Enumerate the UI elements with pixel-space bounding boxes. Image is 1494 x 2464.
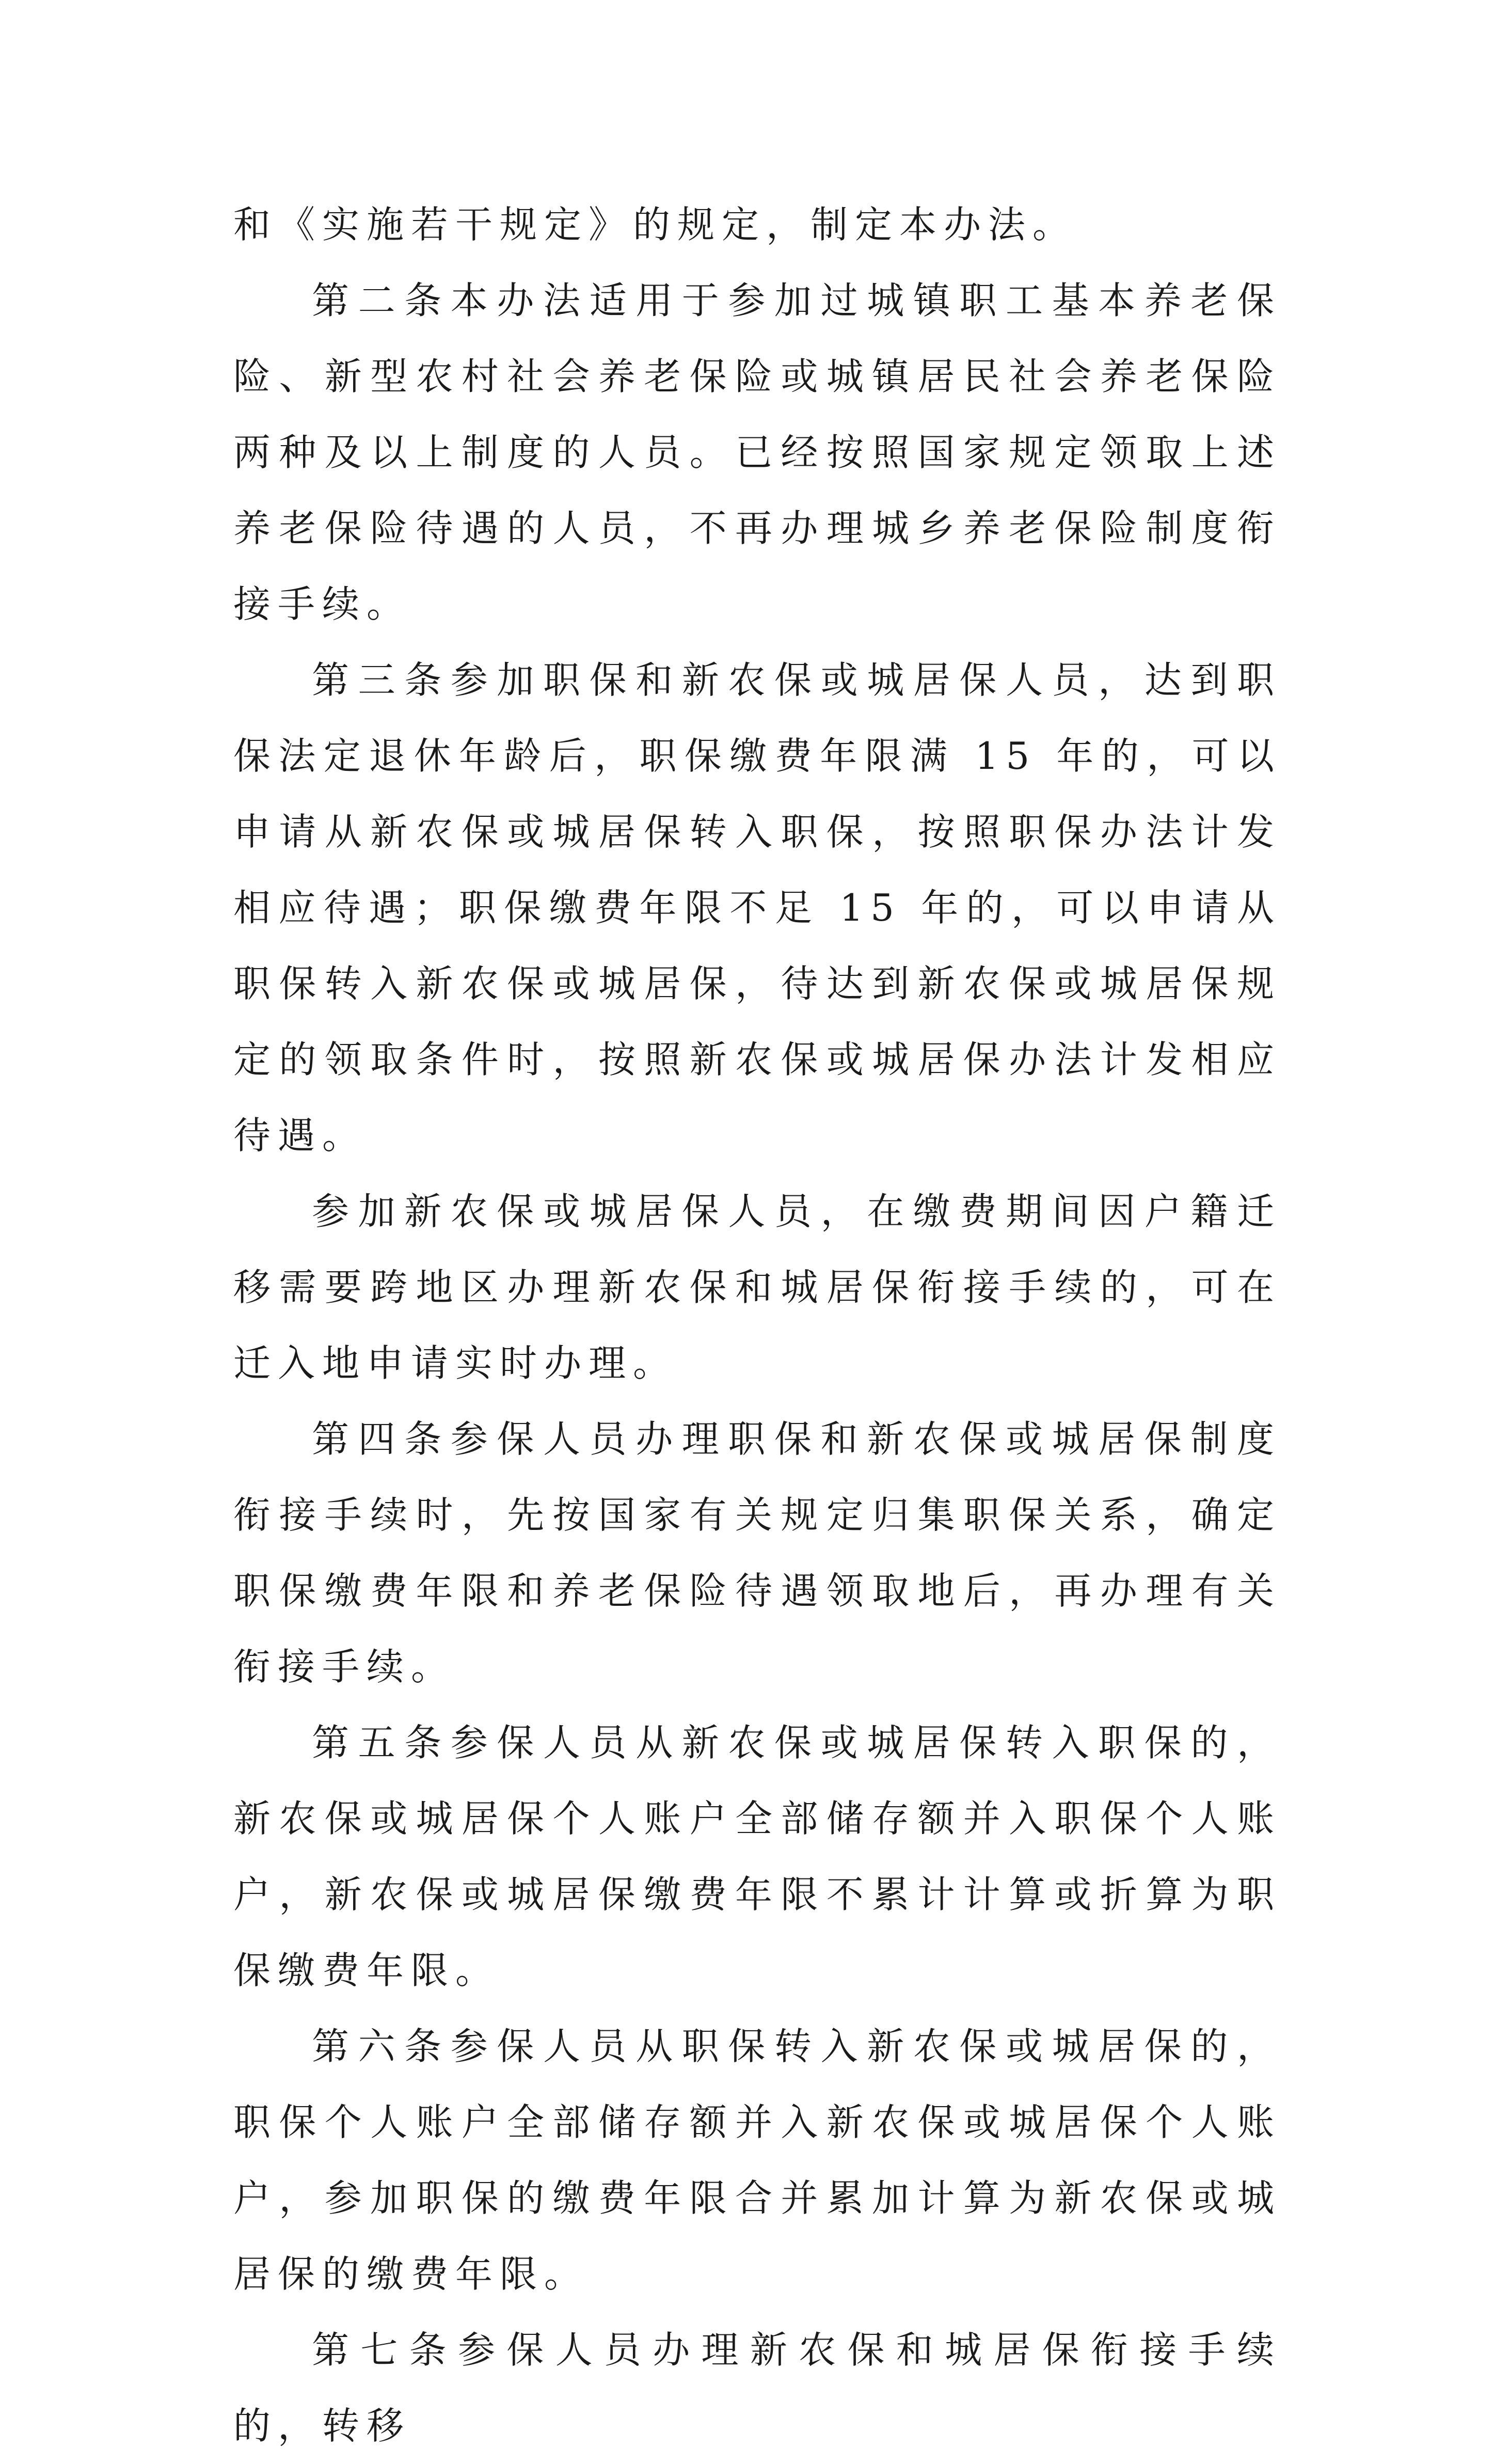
paragraph-article-2: 第二条本办法适用于参加过城镇职工基本养老保险、新型农村社会养老保险或城镇居民社会养老保险两种及以上制度的人员。已经按照国家规定领取上述养老保险待遇的人员，不再办理城乡养老保险制度衔接手续。 (233, 279, 1281, 626)
paragraph-article-3: 第三条参加职保和新农保或城居保人员，达到职保法定退休年龄后，职保缴费年限满 15 年的，可以申请从新农保或城居保转入职保，按照职保办法计发相应待遇；职保缴费年限不足 15 年的，可以申请从职保转入新农保或城居保，待达到新农保或城居保规定的领取条件时，按照新农保或城居保办法计发相应待遇。 (233, 658, 1281, 1157)
paragraph-article-3-supplement: 参加新农保或城居保人员，在缴费期间因户籍迁移需要跨地区办理新农保和城居保衔接手续的，可在迁入地申请实时办理。 (233, 1190, 1281, 1385)
paragraph-article-7: 第七条参保人员办理新农保和城居保衔接手续的，转移 (233, 2328, 1281, 2447)
paragraph-article-6: 第六条参保人员从职保转入新农保或城居保的，职保个人账户全部储存额并入新农保或城居保个人账户，参加职保的缴费年限合并累加计算为新农保或城居保的缴费年限。 (233, 2025, 1281, 2296)
paragraph-article-5: 第五条参保人员从新农保或城居保转入职保的，新农保或城居保个人账户全部储存额并入职保个人账户，新农保或城居保缴费年限不累计计算或折算为职保缴费年限。 (233, 1721, 1281, 1992)
paragraph-1: 和《实施若干规定》的规定，制定本办法。 (233, 203, 1077, 246)
document-body (233, 187, 1281, 2464)
paragraph-article-4: 第四条参保人员办理职保和新农保或城居保制度衔接手续时，先按国家有关规定归集职保关系，确定职保缴费年限和养老保险待遇领取地后，再办理有关衔接手续。 (233, 1417, 1281, 1688)
